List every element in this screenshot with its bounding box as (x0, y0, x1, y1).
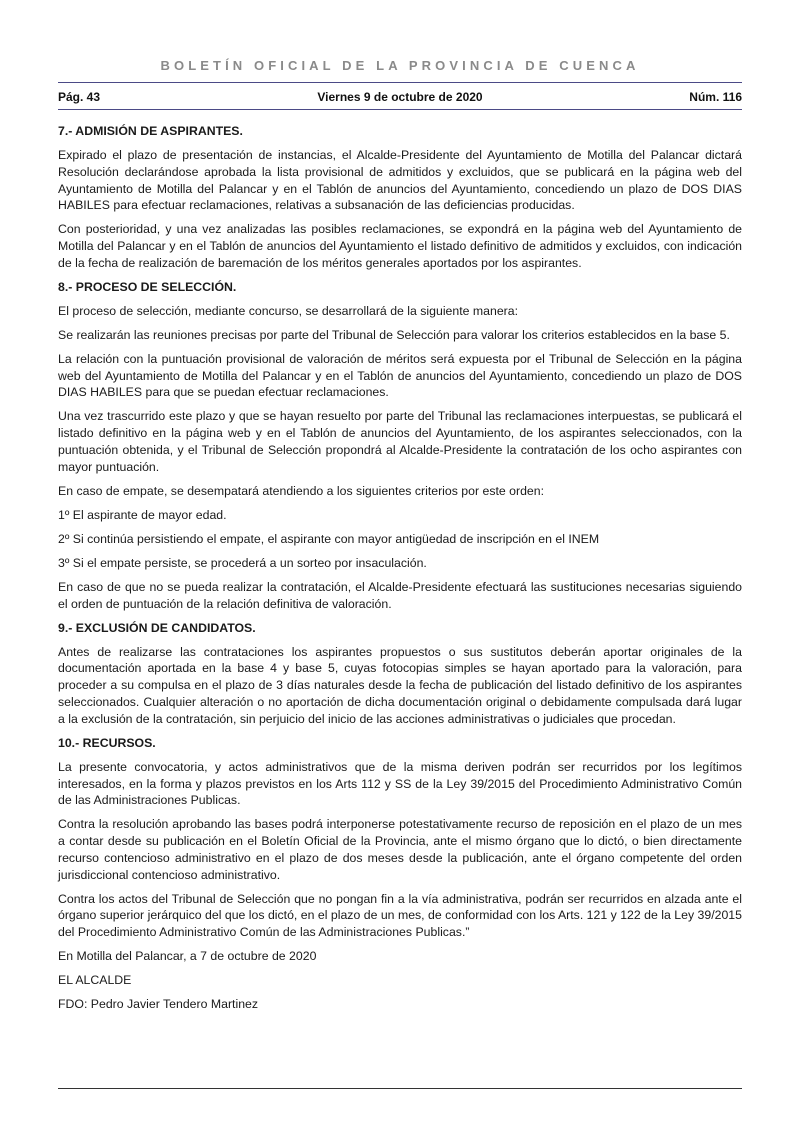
page-number: Pág. 43 (58, 90, 101, 104)
closing-place-date: En Motilla del Palancar, a 7 de octubre de 2020 (58, 949, 317, 964)
section-8-paragraph: Se realizarán las reuniones precisas por parte del Tribunal de Selección para valorar los criterios establecidos en la base 5. (58, 327, 730, 342)
tiebreak-criterion: 1º El aspirante de mayor edad. (58, 507, 227, 522)
section-10-paragraph: La presente convocatoria, y actos administrativos que de la misma deriven podrán ser recurridos por los legítimos interesados, en la forma y plazos previstos en los Arts 112 y SS de la Ley 39/2015 del Procedimiento Administrativo Común de las Administraciones Publicas. (58, 759, 742, 808)
section-7-paragraph: Expirado el plazo de presentación de instancias, el Alcalde-Presidente del Ayuntamiento de Motilla del Palancar dictará Resolución declarándose aprobada la lista provisional de admitidos y excluidos, que se publicará en la página web del Ayuntamiento de Motilla del Palancar y en el Tablón de anuncios del Ayuntamiento, concediendo un plazo de DOS DIAS HABILES para efectuar reclamaciones, relativas a subsanación de las deficiencias producidas. (58, 147, 742, 213)
tiebreak-criterion: 3º Si el empate persiste, se procederá a un sorteo por insaculación. (58, 555, 427, 570)
section-8-heading: 8.- PROCESO DE SELECCIÓN. (58, 279, 237, 294)
section-7-heading: 7.- ADMISIÓN DE ASPIRANTES. (58, 124, 243, 138)
section-8-paragraph: En caso de empate, se desempatará atendiendo a los siguientes criterios por este orden: (58, 483, 545, 498)
issue-number: Núm. 116 (689, 90, 742, 104)
closing-role: EL ALCALDE (58, 973, 132, 988)
footer-rule (58, 1088, 742, 1089)
section-9-heading: 9.- EXCLUSIÓN DE CANDIDATOS. (58, 620, 256, 635)
issue-date: Viernes 9 de octubre de 2020 (317, 90, 483, 104)
section-10-paragraph: Contra la resolución aprobando las bases podrá interponerse potestativamente recurso de reposición en el plazo de un mes a contar desde su publicación en el Boletín Oficial de la Provincia, ante el mismo órgano que lo dictó, o bien directamente recurso contencioso administrativo en el plazo de dos meses desde la publicación, ante el órgano competente del orden jurisdiccional contencioso administrativo. (58, 817, 742, 882)
header-rule-bottom (58, 109, 742, 110)
document-body (58, 123, 742, 1020)
section-7-paragraph: Con posterioridad, y una vez analizadas las posibles reclamaciones, se expondrá en la página web del Ayuntamiento de Motilla del Palancar y en el Tablón de anuncios del Ayuntamiento el listado definitivo de admitidos y excluidos, con indicación de la fecha de realización de baremación de los méritos generales aportados por los aspirantes. (58, 222, 742, 270)
section-8-paragraph: Una vez trascurrido este plazo y que se hayan resuelto por parte del Tribunal las reclamaciones interpuestas, se publicará el listado definitivo en la página web y en el Tablón de anuncios del Ayuntamiento, de los aspirantes seleccionados, con la puntuación obtenida, y el Tribunal de Selección propondrá al Alcalde-Presidente la contratación de los ocho aspirantes con mayor puntuación. (58, 409, 742, 474)
section-8-paragraph: En caso de que no se pueda realizar la contratación, el Alcalde-Presidente efectuará las sustituciones necesarias siguiendo el orden de puntuación de la relación definitiva de valoración. (58, 579, 742, 611)
section-8-paragraph: La relación con la puntuación provisional de valoración de méritos será expuesta por el Tribunal de Selección en la página web del Ayuntamiento de Motilla del Palancar y en el Tablón de anuncios del Ayuntamiento, concediendo un plazo de DOS DIAS HABILES para que se puedan efectuar reclamaciones. (58, 351, 742, 400)
closing-signature: FDO: Pedro Javier Tendero Martinez (58, 997, 259, 1012)
section-8-paragraph: El proceso de selección, mediante concurso, se desarrollará de la siguiente manera: (58, 303, 519, 318)
page-header (58, 90, 742, 106)
header-rule-top (58, 82, 742, 83)
tiebreak-criterion: 2º Si continúa persistiendo el empate, el aspirante con mayor antigüedad de inscripción en el INEM (58, 531, 600, 546)
section-9-paragraph: Antes de realizarse las contrataciones los aspirantes propuestos o sus sustitutos deberán aportar originales de la documentación aportada en la base 4 y base 5, cuyas fotocopias simples se hayan aportado para la valoración, para proceder a su compulsa en el plazo de 3 días naturales desde la fecha de publicación del listado definitivo de los aspirantes seleccionados. Cualquier alteración o no aportación de dicha documentación original o debidamente compulsada dará lugar a la exclusión de la contratación, sin perjuicio del inicio de las acciones administrativas o judiciales que procedan. (58, 644, 742, 726)
section-10-paragraph: Contra los actos del Tribunal de Selección que no pongan fin a la vía administrativa, podrán ser recurridos en alzada ante el órgano superior jerárquico del que los dictó, en el plazo de un mes, de conformidad con los Arts. 121 y 122 de la Ley 39/2015 del Procedimiento Administrativo Común de las Administraciones Publicas.” (58, 891, 742, 940)
section-10-heading: 10.- RECURSOS. (58, 735, 156, 750)
bulletin-masthead: BOLETÍN OFICIAL DE LA PROVINCIA DE CUENCA (160, 58, 640, 73)
